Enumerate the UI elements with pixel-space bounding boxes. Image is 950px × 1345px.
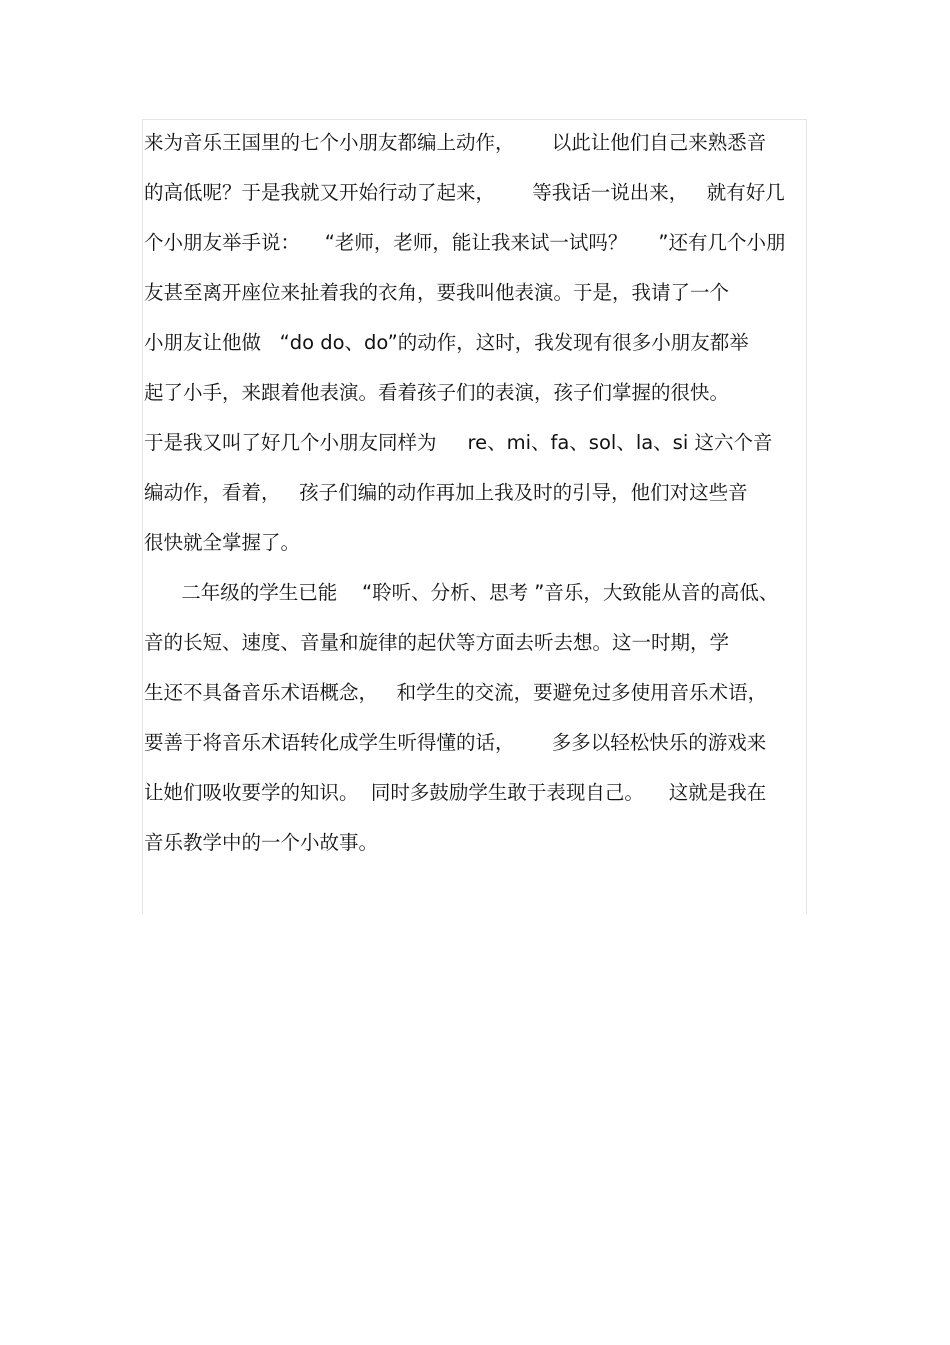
text-line: 友甚至离开座位来扯着我的衣角，要我叫他表演。于是，我请了一个 bbox=[144, 281, 730, 304]
text-line: 编动作，看着， 孩子们编的动作再加上我及时的引导，他们对这些音 bbox=[144, 481, 748, 504]
text-line: 音乐教学中的一个小故事。 bbox=[144, 831, 379, 854]
text-line: 于是我又叫了好几个小朋友同样为 re、mi、fa、sol、la、si 这六个音 bbox=[144, 431, 773, 454]
text-line: 的高低呢？于是我就又开始行动了起来， 等我话一说出来， 就有好几 bbox=[144, 181, 785, 204]
text-line: 小朋友让他做 “do do、do”的动作，这时，我发现有很多小朋友都举 bbox=[144, 331, 749, 354]
text-line: 很快就全掌握了。 bbox=[144, 531, 301, 554]
text-line: 起了小手，来跟着他表演。看着孩子们的表演，孩子们掌握的很快。 bbox=[144, 381, 730, 404]
text-line: 音的长短、速度、音量和旋律的起伏等方面去听去想。这一时期，学 bbox=[144, 631, 730, 654]
text-line: 要善于将音乐术语转化成学生听得懂的话， 多多以轻松快乐的游戏来 bbox=[144, 731, 767, 754]
text-line: 个小朋友举手说： “老师，老师，能让我来试一试吗？ ”还有几个小朋 bbox=[144, 231, 786, 254]
text-line: 来为音乐王国里的七个小朋友都编上动作， 以此让他们自己来熟悉音 bbox=[144, 131, 767, 154]
document-body bbox=[144, 118, 806, 868]
text-line: 生还不具备音乐术语概念， 和学生的交流，要避免过多使用音乐术语， bbox=[144, 681, 768, 704]
text-line: 让她们吸收要学的知识。 同时多鼓励学生敢于表现自己。 这就是我在 bbox=[144, 781, 767, 804]
paragraph-start-line: 二年级的学生已能 “聆听、分析、思考 ”音乐，大致能从音的高低、 bbox=[144, 581, 779, 604]
